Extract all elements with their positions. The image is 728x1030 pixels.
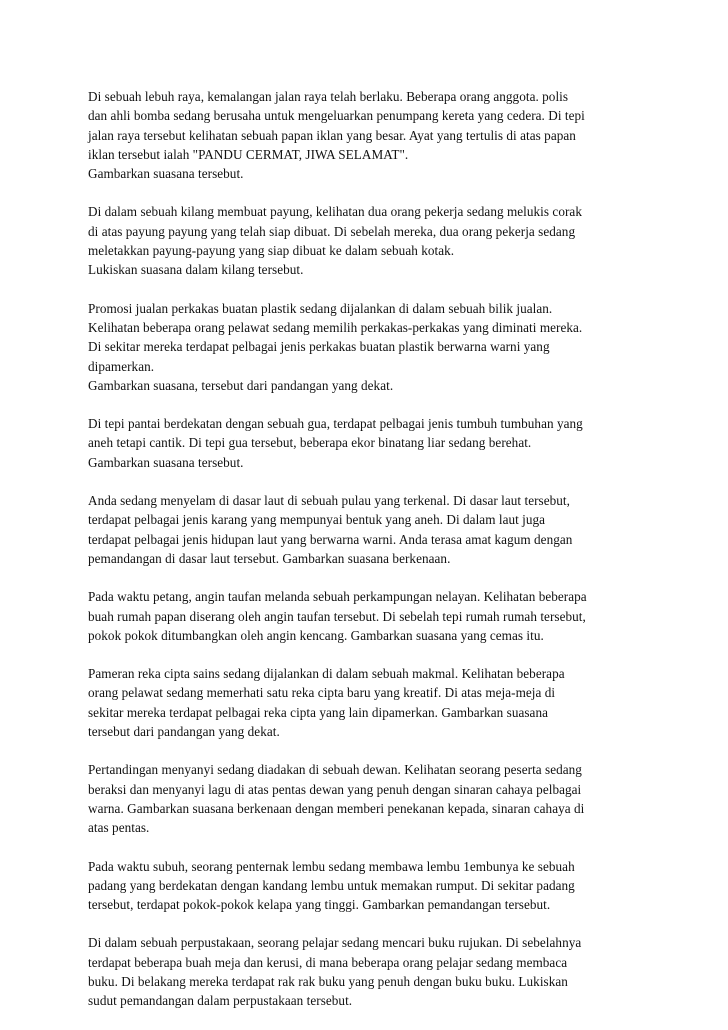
document-page <box>88 87 658 1030</box>
text-line: Gambarkan suasana, tersebut dari pandangan yang dekat. <box>88 377 394 393</box>
text-line: Gambarkan suasana tersebut. <box>88 454 244 470</box>
paragraph-storm <box>88 587 658 645</box>
text-line: orang pelawat sedang memerhati satu reka cipta baru yang kreatif. Di atas meja-meja di <box>88 685 556 701</box>
text-line: Gambarkan suasana tersebut. <box>88 166 244 182</box>
text-line: atas pentas. <box>88 820 150 836</box>
text-line: jalan raya tersebut kelihatan sebuah papan iklan yang besar. Ayat yang tertulis di atas papan <box>88 127 576 143</box>
text-line: Di dalam sebuah perpustakaan, seorang pelajar sedang mencari buku rujukan. Di sebelahnya <box>88 935 582 951</box>
paragraph-plastic-sale <box>88 299 658 395</box>
text-line: Di sekitar mereka terdapat pelbagai jenis perkakas buatan plastik berwarna warni yang <box>88 339 550 355</box>
text-line: padang yang berdekatan dengan kandang lembu untuk memakan rumput. Di sekitar padang <box>88 877 575 893</box>
text-line: Lukiskan suasana dalam kilang tersebut. <box>88 262 304 278</box>
text-line: Di dalam sebuah kilang membuat payung, kelihatan dua orang pekerja sedang melukis corak <box>88 204 582 220</box>
text-line: aneh tetapi cantik. Di tepi gua tersebut, beberapa ekor binatang liar sedang berehat. <box>88 435 532 451</box>
text-line: dan ahli bomba sedang berusaha untuk mengeluarkan penumpang kereta yang cedera. Di tepi <box>88 108 585 124</box>
paragraph-science-exhibition <box>88 664 658 741</box>
text-line: meletakkan payung-payung yang siap dibuat ke dalam sebuah kotak. <box>88 243 455 259</box>
paragraph-cattle-farmer <box>88 857 658 915</box>
text-line: di atas payung payung yang telah siap dibuat. Di sebelah mereka, dua orang pekerja sedang <box>88 223 576 239</box>
text-line: terdapat pelbagai jenis hidupan laut yang berwarna warni. Anda terasa amat kagum dengan <box>88 531 573 547</box>
text-line: Di sebuah lebuh raya, kemalangan jalan raya telah berlaku. Beberapa orang anggota. polis <box>88 89 569 104</box>
text-line: warna. Gambarkan suasana berkenaan dengan memberi penekanan kepada, sinaran cahaya di <box>88 800 585 816</box>
text-line: iklan tersebut ialah "PANDU CERMAT, JIWA SELAMAT". <box>88 146 409 162</box>
text-line: tersebut, terdapat pokok-pokok kelapa yang tinggi. Gambarkan pemandangan tersebut. <box>88 897 551 913</box>
paragraph-library <box>88 933 658 1010</box>
text-line: sekitar mereka terdapat pelbagai reka cipta yang lain dipamerkan. Gambarkan suasana <box>88 704 549 720</box>
text-line: Anda sedang menyelam di dasar laut di sebuah pulau yang terkenal. Di dasar laut tersebut, <box>88 493 570 509</box>
paragraph-highway-accident <box>88 87 658 183</box>
paragraph-beach-cave <box>88 414 658 472</box>
text-line: Pada waktu petang, angin taufan melanda sebuah perkampungan nelayan. Kelihatan beberapa <box>88 589 587 605</box>
paragraph-diving <box>88 491 658 568</box>
text-line: terdapat pelbagai jenis karang yang mempunyai bentuk yang aneh. Di dalam laut juga <box>88 512 546 528</box>
text-line: Pertandingan menyanyi sedang diadakan di sebuah dewan. Kelihatan seorang peserta sedang <box>88 762 582 778</box>
paragraph-singing-contest <box>88 760 658 837</box>
text-line: pemandangan di dasar laut tersebut. Gambarkan suasana berkenaan. <box>88 550 451 566</box>
text-line: sudut pemandangan dalam perpustakaan tersebut. <box>88 993 353 1009</box>
text-line: buah rumah papan diserang oleh angin taufan tersebut. Di sebelah tepi rumah rumah tersebut, <box>88 608 586 624</box>
text-line: dipamerkan. <box>88 358 155 374</box>
text-line: Pada waktu subuh, seorang penternak lembu sedang membawa lembu 1embunya ke sebuah <box>88 858 575 874</box>
text-line: terdapat beberapa buah meja dan kerusi, di mana beberapa orang pelajar sedang membaca <box>88 954 568 970</box>
text-line: buku. Di belakang mereka terdapat rak rak buku yang penuh dengan buku buku. Lukiskan <box>88 973 568 989</box>
text-line: Di tepi pantai berdekatan dengan sebuah gua, terdapat pelbagai jenis tumbuh tumbuhan yang <box>88 416 583 432</box>
text-line: beraksi dan menyanyi lagu di atas pentas dewan yang penuh dengan sinaran cahaya pelbagai <box>88 781 582 797</box>
paragraph-umbrella-factory <box>88 202 658 279</box>
text-line: tersebut dari pandangan yang dekat. <box>88 724 280 740</box>
text-line: Kelihatan beberapa orang pelawat sedang memilih perkakas-perkakas yang diminati mereka. <box>88 319 583 335</box>
text-line: Promosi jualan perkakas buatan plastik sedang dijalankan di dalam sebuah bilik jualan. <box>88 300 553 316</box>
text-line: pokok pokok ditumbangkan oleh angin kencang. Gambarkan suasana yang cemas itu. <box>88 627 544 643</box>
text-line: Pameran reka cipta sains sedang dijalankan di dalam sebuah makmal. Kelihatan beberapa <box>88 666 565 682</box>
